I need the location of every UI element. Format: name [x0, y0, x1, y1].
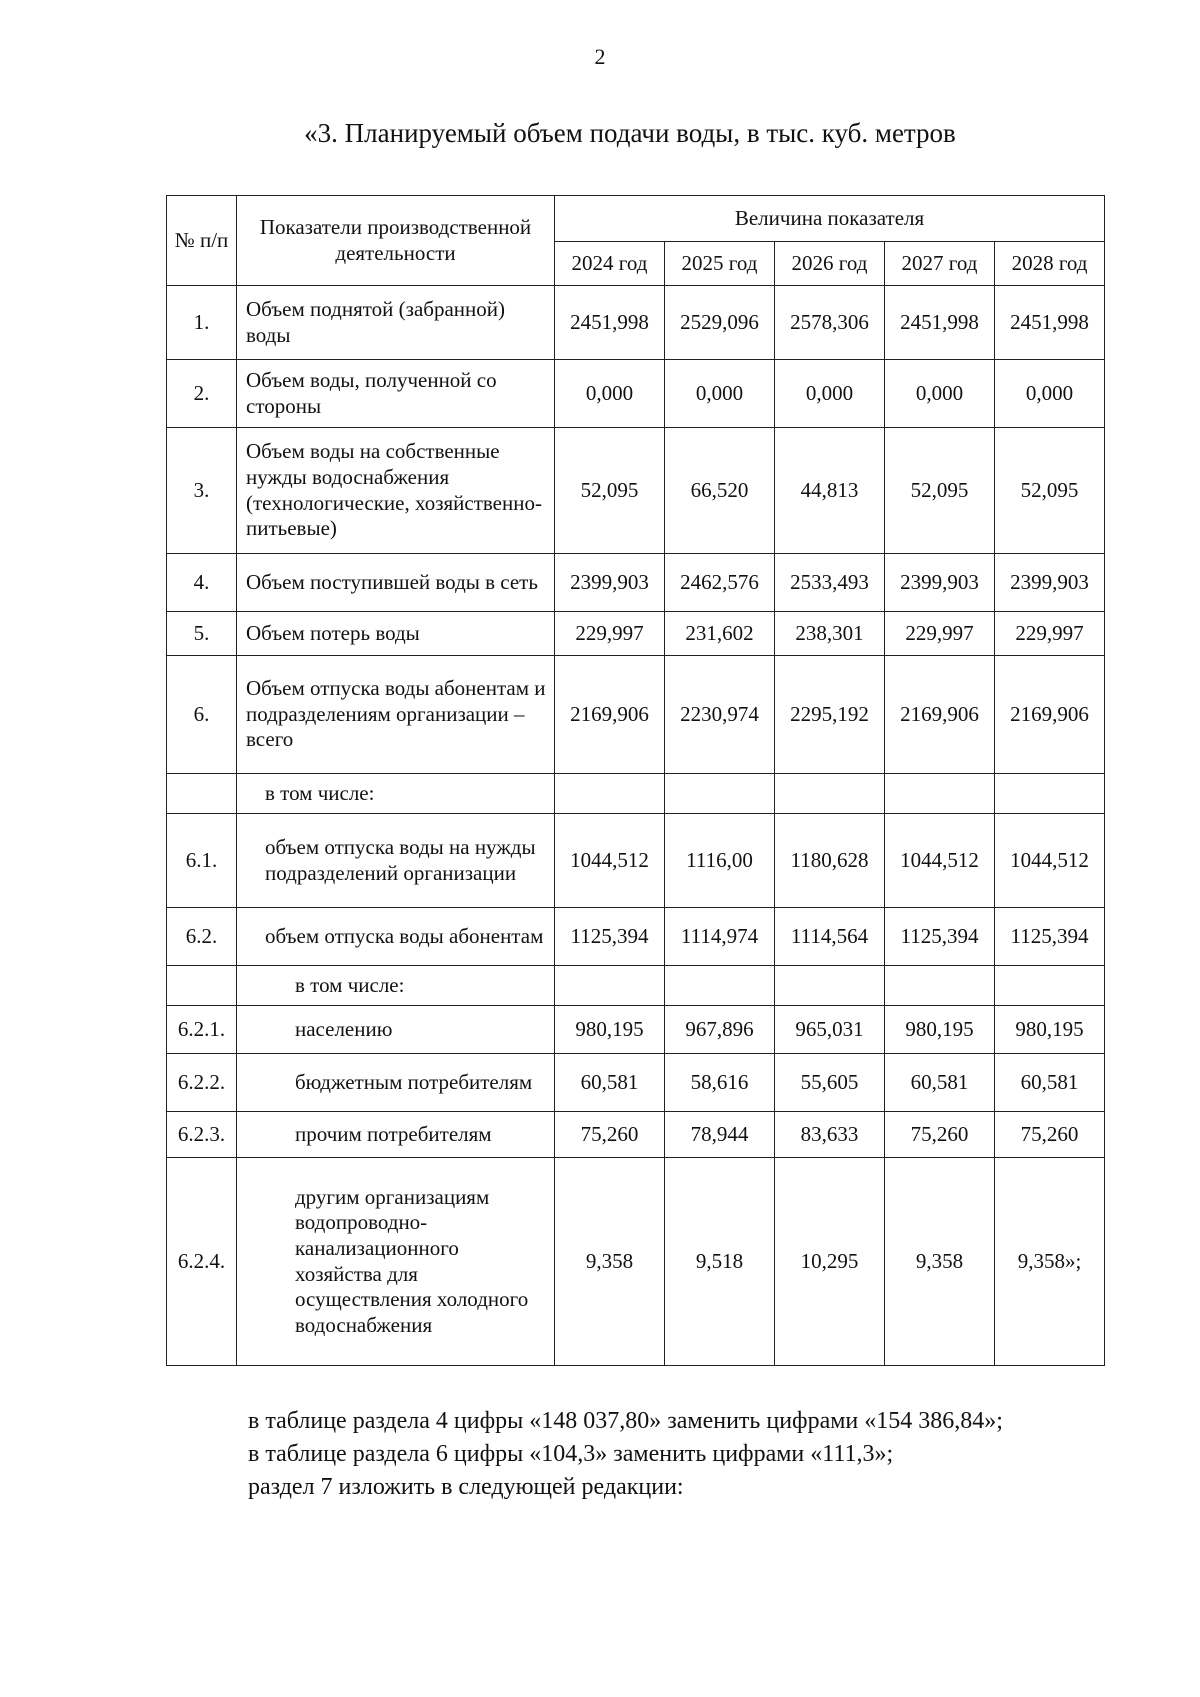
row-value: 66,520: [665, 428, 775, 554]
table-row: [167, 966, 1105, 1006]
row-num: 1.: [167, 286, 237, 360]
row-value: 0,000: [775, 360, 885, 428]
row-value: 10,295: [775, 1158, 885, 1366]
row-value: 2399,903: [885, 554, 995, 612]
header-value-group: Величина показателя: [555, 196, 1105, 242]
page-number: 2: [594, 44, 606, 69]
row-indicator: бюджетным потребителям: [237, 1054, 555, 1112]
table-row: [167, 908, 1105, 966]
row-num: 6.2.3.: [167, 1112, 237, 1158]
row-value: 2169,906: [555, 656, 665, 774]
header-year-2028: 2028 год: [995, 242, 1105, 286]
row-num: 3.: [167, 428, 237, 554]
table-row: [167, 814, 1105, 908]
row-num: 6.1.: [167, 814, 237, 908]
row-value: 9,518: [665, 1158, 775, 1366]
note-line: в таблице раздела 4 цифры «148 037,80» заменить цифрами «154 386,84»;: [248, 1408, 1003, 1434]
row-value: 965,031: [775, 1006, 885, 1054]
row-value: [665, 966, 775, 1006]
row-value: 2399,903: [995, 554, 1105, 612]
table-row: [167, 1158, 1105, 1366]
table-row: [167, 360, 1105, 428]
row-num: [167, 966, 237, 1006]
table-row: [167, 1054, 1105, 1112]
row-value: 2399,903: [555, 554, 665, 612]
row-value: 78,944: [665, 1112, 775, 1158]
row-value: 60,581: [555, 1054, 665, 1112]
row-value: 229,997: [995, 612, 1105, 656]
row-value: 1180,628: [775, 814, 885, 908]
row-value: 980,195: [995, 1006, 1105, 1054]
row-value: 44,813: [775, 428, 885, 554]
row-value: 0,000: [885, 360, 995, 428]
header-indicator: Показатели производственной деятельности: [237, 196, 555, 286]
row-value: 2451,998: [885, 286, 995, 360]
row-value: 75,260: [995, 1112, 1105, 1158]
table-row: [167, 656, 1105, 774]
row-value: 2529,096: [665, 286, 775, 360]
row-value: [885, 774, 995, 814]
row-num: 6.2.2.: [167, 1054, 237, 1112]
row-value: [775, 966, 885, 1006]
row-value: 231,602: [665, 612, 775, 656]
note-line: в таблице раздела 6 цифры «104,3» заменить цифрами «111,3»;: [248, 1441, 894, 1468]
row-value: 1044,512: [885, 814, 995, 908]
table-row: [167, 428, 1105, 554]
row-value: 2230,974: [665, 656, 775, 774]
row-value: [665, 774, 775, 814]
table-row: [167, 554, 1105, 612]
row-indicator: другим организациям водопроводно-канализационного хозяйства для осуществления холодного водоснабжения: [237, 1158, 555, 1366]
row-value: 2295,192: [775, 656, 885, 774]
row-value: 1125,394: [555, 908, 665, 966]
row-value: [995, 966, 1105, 1006]
row-indicator: объем отпуска воды на нужды подразделений организации: [237, 814, 555, 908]
row-value: 9,358: [555, 1158, 665, 1366]
row-indicator: Объем воды на собственные нужды водоснабжения (технологические, хозяйственно-питьевые): [237, 428, 555, 554]
note-line: раздел 7 изложить в следующей редакции:: [248, 1474, 684, 1501]
row-value: 9,358»;: [995, 1158, 1105, 1366]
table-row: [167, 1112, 1105, 1158]
row-value: 2451,998: [995, 286, 1105, 360]
row-value: 1044,512: [995, 814, 1105, 908]
row-value: 0,000: [665, 360, 775, 428]
row-value: [775, 774, 885, 814]
header-year-2027: 2027 год: [885, 242, 995, 286]
row-indicator: объем отпуска воды абонентам: [237, 908, 555, 966]
row-value: 9,358: [885, 1158, 995, 1366]
row-indicator: в том числе:: [237, 774, 555, 814]
row-indicator: Объем поступившей воды в сеть: [237, 554, 555, 612]
row-value: 980,195: [555, 1006, 665, 1054]
row-indicator: прочим потребителям: [237, 1112, 555, 1158]
header-num: № п/п: [167, 196, 237, 286]
row-value: 2533,493: [775, 554, 885, 612]
row-indicator: Объем воды, полученной со стороны: [237, 360, 555, 428]
row-value: 75,260: [885, 1112, 995, 1158]
row-value: 60,581: [995, 1054, 1105, 1112]
row-indicator: Объем отпуска воды абонентам и подразделениям организации – всего: [237, 656, 555, 774]
row-num: 2.: [167, 360, 237, 428]
amendment-notes: [248, 1405, 1128, 1504]
water-supply-table: [166, 195, 1105, 1366]
row-value: 229,997: [885, 612, 995, 656]
row-num: 5.: [167, 612, 237, 656]
row-value: 2451,998: [555, 286, 665, 360]
row-value: 1125,394: [885, 908, 995, 966]
table-row: [167, 1006, 1105, 1054]
row-value: [555, 774, 665, 814]
row-value: 55,605: [775, 1054, 885, 1112]
row-value: 980,195: [885, 1006, 995, 1054]
row-value: 60,581: [885, 1054, 995, 1112]
row-value: [555, 966, 665, 1006]
row-value: 1044,512: [555, 814, 665, 908]
row-num: 6.: [167, 656, 237, 774]
row-value: 52,095: [885, 428, 995, 554]
table-row: [167, 612, 1105, 656]
row-value: 229,997: [555, 612, 665, 656]
row-indicator: в том числе:: [237, 966, 555, 1006]
row-num: 6.2.4.: [167, 1158, 237, 1366]
row-value: [885, 966, 995, 1006]
row-num: [167, 774, 237, 814]
row-value: 2462,576: [665, 554, 775, 612]
row-num: 4.: [167, 554, 237, 612]
row-value: 2169,906: [885, 656, 995, 774]
row-value: 52,095: [555, 428, 665, 554]
row-value: 1125,394: [995, 908, 1105, 966]
row-indicator: населению: [237, 1006, 555, 1054]
row-value: 83,633: [775, 1112, 885, 1158]
row-value: 967,896: [665, 1006, 775, 1054]
header-year-2026: 2026 год: [775, 242, 885, 286]
row-num: 6.2.1.: [167, 1006, 237, 1054]
row-indicator: Объем поднятой (забранной) воды: [237, 286, 555, 360]
row-value: 1116,00: [665, 814, 775, 908]
row-value: 58,616: [665, 1054, 775, 1112]
row-value: 52,095: [995, 428, 1105, 554]
row-indicator: Объем потерь воды: [237, 612, 555, 656]
row-value: 0,000: [555, 360, 665, 428]
header-year-2025: 2025 год: [665, 242, 775, 286]
table-row: [167, 286, 1105, 360]
row-value: 1114,974: [665, 908, 775, 966]
row-value: 238,301: [775, 612, 885, 656]
row-value: 0,000: [995, 360, 1105, 428]
table-row: [167, 774, 1105, 814]
row-value: 1114,564: [775, 908, 885, 966]
row-value: 75,260: [555, 1112, 665, 1158]
row-value: 2169,906: [995, 656, 1105, 774]
row-value: [995, 774, 1105, 814]
section-title: «3. Планируемый объем подачи воды, в тыс. куб. метров: [304, 118, 956, 148]
row-num: 6.2.: [167, 908, 237, 966]
header-year-2024: 2024 год: [555, 242, 665, 286]
row-value: 2578,306: [775, 286, 885, 360]
